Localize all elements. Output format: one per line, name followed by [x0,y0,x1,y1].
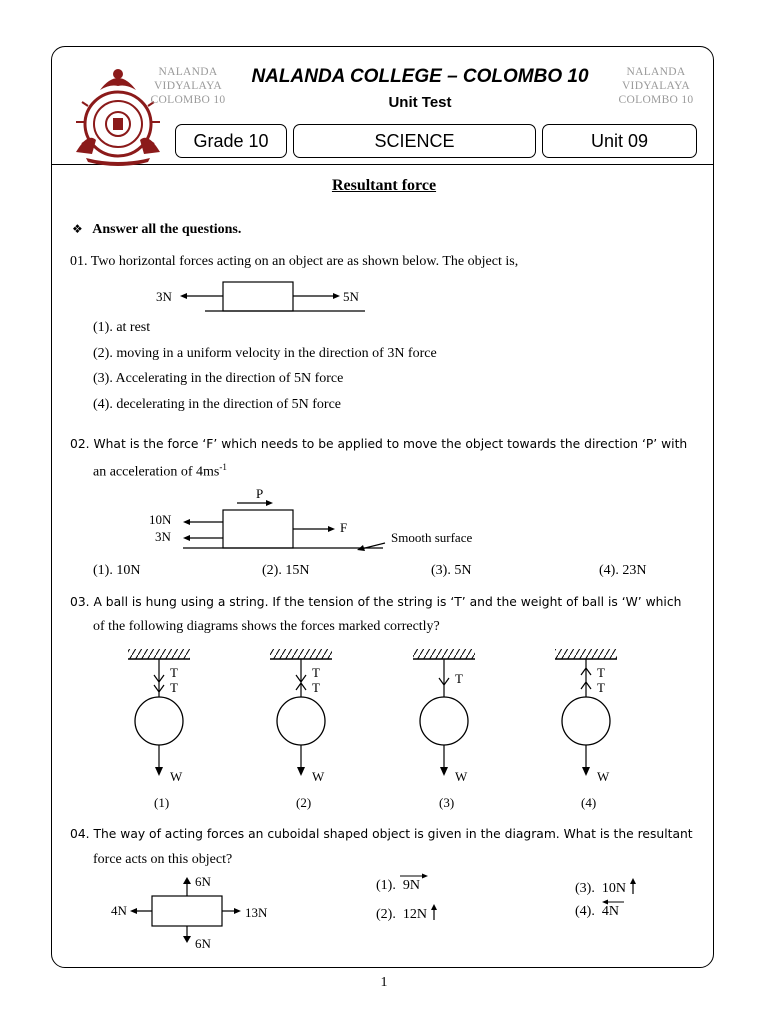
question-3-line2: of the following diagrams shows the forces marked correctly? [93,619,440,634]
q4-left-force: 4N [111,903,127,918]
q2-p-label: P [256,486,264,501]
college-name: NALANDA COLLEGE – COLOMBO 10 [251,66,589,87]
q3-label-2: (2) [296,795,312,810]
q2-option-3[interactable]: (3). 5N [431,563,472,578]
right-arrow-icon [400,872,430,880]
question-4-line2: force acts on this object? [93,852,233,867]
svg-text:W: W [597,769,610,784]
left-arrow-icon [602,898,626,906]
svg-text:T: T [597,665,605,680]
header-divider [52,164,713,165]
q4-right-force: 13N [245,905,268,920]
diamond-bullet-icon: ❖ [72,222,83,236]
subject-box: SCIENCE [293,124,536,158]
watermark-left: NALANDA VIDYALAYA COLOMBO 10 [150,66,226,106]
q2-force-10n: 10N [149,512,172,527]
q4-up-force: 6N [195,874,211,889]
page-title: Resultant force [331,177,437,194]
svg-text:W: W [170,769,183,784]
question-2: 02. What is the force ‘F’ which needs to be applied to move the object towards the direction ‘P’ with [70,437,688,451]
svg-text:T: T [312,665,320,680]
page-number: 1 [380,975,388,990]
q2-force-3n: 3N [155,529,171,544]
q1-left-force: 3N [156,289,172,304]
q4-option-4[interactable]: (4). 4N [575,904,619,920]
up-arrow-icon [629,878,637,892]
q3-diagram-4 [555,649,617,810]
svg-text:T: T [597,680,605,695]
question-4: 04. The way of acting forces an cuboidal shaped object is given in the diagram. What is the resultant [70,827,693,841]
q4-option-2[interactable]: (2). 12N [376,904,438,923]
q2-option-4[interactable]: (4). 23N [599,563,647,578]
q4-down-force: 6N [195,936,211,951]
q1-option-3[interactable]: (3). Accelerating in the direction of 5N force [93,371,344,386]
question-3: 03. A ball is hung using a string. If the tension of the string is ‘T’ and the weight of ball is ‘W’ which [70,595,682,609]
q1-right-force: 5N [343,289,359,304]
question-1: 01. Two horizontal forces acting on an object are as shown below. The object is, [70,254,519,269]
q2-option-1[interactable]: (1). 10N [93,563,141,578]
q4-option-3[interactable]: (3). 10N [575,878,637,897]
q1-option-4[interactable]: (4). decelerating in the direction of 5N force [93,397,342,412]
grade-box: Grade 10 [175,124,287,158]
q3-diagram-3 [413,649,475,810]
q2-diagram [145,486,505,552]
svg-text:T: T [170,680,178,695]
q2-option-2[interactable]: (2). 15N [262,563,310,578]
q3-diagram-1 [128,649,190,810]
unit-box: Unit 09 [542,124,697,158]
watermark-right: NALANDA VIDYALAYA COLOMBO 10 [618,66,694,106]
instruction: ❖ Answer all the questions. [72,222,242,237]
q3-label-4: (4) [581,795,597,810]
up-arrow-icon [430,904,438,918]
q4-diagram [105,872,285,954]
q2-f-label: F [340,520,348,535]
svg-text:T: T [170,665,178,680]
svg-text:T: T [312,680,320,695]
question-2-line2: an acceleration of $4ms^{-1}$ [93,462,227,480]
q3-label-3: (3) [439,795,455,810]
svg-text:T: T [455,671,463,686]
q3-label-1: (1) [154,795,170,810]
svg-text:W: W [312,769,325,784]
q3-diagrams [120,645,640,815]
q1-option-1[interactable]: (1). at rest [93,320,151,335]
q4-option-1[interactable]: (1). 9N [376,878,420,894]
q3-diagram-2 [270,649,332,810]
q1-option-2[interactable]: (2). moving in a uniform velocity in the direction of 3N force [93,346,437,361]
q1-diagram [150,280,380,316]
q2-surface-label: Smooth surface [391,530,473,545]
test-type: Unit Test [388,94,452,111]
svg-text:W: W [455,769,468,784]
